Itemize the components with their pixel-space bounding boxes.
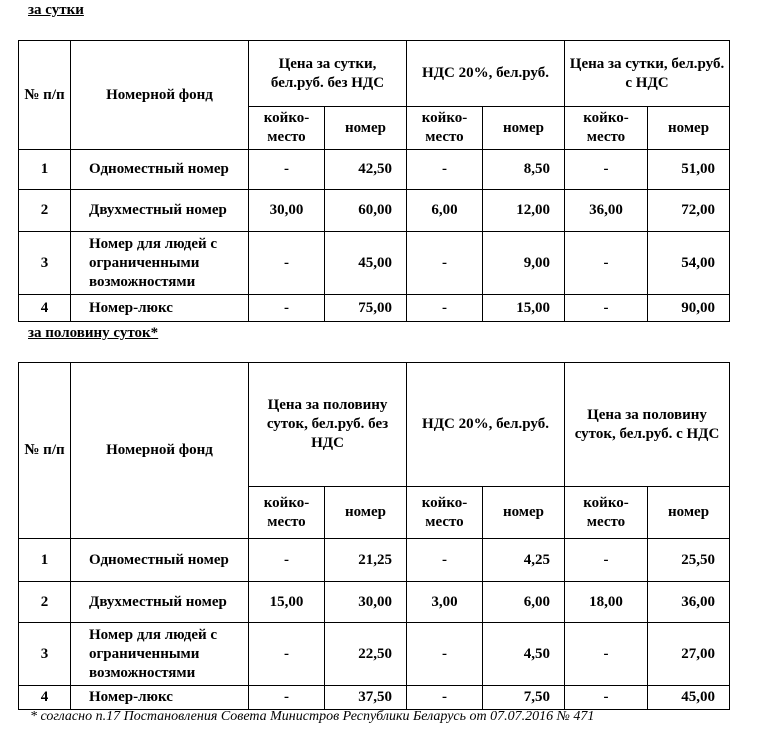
- header-price-with-vat: Цена за сутки, бел.руб. с НДС: [565, 41, 730, 107]
- cell-value: -: [407, 295, 483, 322]
- row-name: Номер-люкс: [71, 686, 249, 710]
- header-price-no-vat: Цена за половину суток, бел.руб. без НДС: [249, 363, 407, 487]
- cell-value: 51,00: [648, 150, 730, 190]
- cell-value: 36,00: [648, 582, 730, 623]
- cell-value: -: [407, 232, 483, 295]
- subheader-bed: койко-место: [407, 487, 483, 539]
- cell-value: 90,00: [648, 295, 730, 322]
- subheader-room: номер: [325, 107, 407, 150]
- cell-value: -: [407, 539, 483, 582]
- table-row: [19, 539, 730, 582]
- section-title-daily: за сутки: [28, 2, 84, 18]
- row-num: 4: [19, 686, 71, 710]
- price-table-daily: [18, 40, 730, 322]
- row-name: Номер для людей с ограниченными возможностями: [71, 623, 249, 686]
- row-num: 2: [19, 582, 71, 623]
- header-num: № п/п: [19, 363, 71, 539]
- header-num: № п/п: [19, 41, 71, 150]
- cell-value: 30,00: [325, 582, 407, 623]
- row-num: 4: [19, 295, 71, 322]
- cell-value: 75,00: [325, 295, 407, 322]
- cell-value: -: [249, 295, 325, 322]
- cell-value: 6,00: [407, 190, 483, 232]
- cell-value: 42,50: [325, 150, 407, 190]
- table-row: [19, 295, 730, 322]
- cell-value: 60,00: [325, 190, 407, 232]
- cell-value: -: [565, 232, 648, 295]
- cell-value: -: [249, 686, 325, 710]
- subheader-bed: койко-место: [249, 107, 325, 150]
- cell-value: 8,50: [483, 150, 565, 190]
- table-row: [19, 150, 730, 190]
- row-num: 3: [19, 232, 71, 295]
- cell-value: 3,00: [407, 582, 483, 623]
- cell-value: 37,50: [325, 686, 407, 710]
- cell-value: 45,00: [325, 232, 407, 295]
- row-num: 1: [19, 150, 71, 190]
- cell-value: 12,00: [483, 190, 565, 232]
- cell-value: 27,00: [648, 623, 730, 686]
- cell-value: 30,00: [249, 190, 325, 232]
- table-row: [19, 623, 730, 686]
- table-row: [19, 582, 730, 623]
- table-row: [19, 232, 730, 295]
- table-row: [19, 686, 730, 710]
- subheader-bed: койко-место: [249, 487, 325, 539]
- row-name: Одноместный номер: [71, 150, 249, 190]
- cell-value: 54,00: [648, 232, 730, 295]
- subheader-room: номер: [325, 487, 407, 539]
- subheader-bed: койко-место: [565, 107, 648, 150]
- cell-value: 4,50: [483, 623, 565, 686]
- header-price-with-vat: Цена за половину суток, бел.руб. с НДС: [565, 363, 730, 487]
- cell-value: 18,00: [565, 582, 648, 623]
- cell-value: 25,50: [648, 539, 730, 582]
- cell-value: 15,00: [483, 295, 565, 322]
- cell-value: 72,00: [648, 190, 730, 232]
- footnote: * согласно п.17 Постановления Совета Министров Республики Беларусь от 07.07.2016 № 471: [30, 709, 595, 724]
- cell-value: -: [565, 150, 648, 190]
- subheader-bed: койко-место: [407, 107, 483, 150]
- subheader-bed: койко-место: [565, 487, 648, 539]
- cell-value: -: [407, 623, 483, 686]
- row-name: Номер-люкс: [71, 295, 249, 322]
- row-num: 2: [19, 190, 71, 232]
- section-title-half-day: за половину суток*: [28, 325, 159, 341]
- header-fund: Номерной фонд: [71, 363, 249, 539]
- row-num: 1: [19, 539, 71, 582]
- cell-value: 7,50: [483, 686, 565, 710]
- subheader-room: номер: [648, 107, 730, 150]
- header-price-no-vat: Цена за сутки, бел.руб. без НДС: [249, 41, 407, 107]
- cell-value: -: [565, 539, 648, 582]
- cell-value: 21,25: [325, 539, 407, 582]
- subheader-room: номер: [483, 107, 565, 150]
- cell-value: 6,00: [483, 582, 565, 623]
- cell-value: -: [249, 150, 325, 190]
- cell-value: -: [565, 295, 648, 322]
- cell-value: -: [249, 623, 325, 686]
- header-vat: НДС 20%, бел.руб.: [407, 363, 565, 487]
- cell-value: -: [407, 686, 483, 710]
- cell-value: -: [249, 232, 325, 295]
- header-fund: Номерной фонд: [71, 41, 249, 150]
- header-vat: НДС 20%, бел.руб.: [407, 41, 565, 107]
- cell-value: -: [565, 623, 648, 686]
- row-name: Двухместный номер: [71, 190, 249, 232]
- cell-value: 4,25: [483, 539, 565, 582]
- subheader-room: номер: [483, 487, 565, 539]
- subheader-room: номер: [648, 487, 730, 539]
- cell-value: 15,00: [249, 582, 325, 623]
- cell-value: 22,50: [325, 623, 407, 686]
- cell-value: -: [407, 150, 483, 190]
- cell-value: -: [565, 686, 648, 710]
- row-num: 3: [19, 623, 71, 686]
- cell-value: 36,00: [565, 190, 648, 232]
- row-name: Одноместный номер: [71, 539, 249, 582]
- row-name: Двухместный номер: [71, 582, 249, 623]
- cell-value: -: [249, 539, 325, 582]
- price-table-half-day: [18, 362, 730, 710]
- row-name: Номер для людей с ограниченными возможностями: [71, 232, 249, 295]
- table-row: [19, 190, 730, 232]
- cell-value: 9,00: [483, 232, 565, 295]
- cell-value: 45,00: [648, 686, 730, 710]
